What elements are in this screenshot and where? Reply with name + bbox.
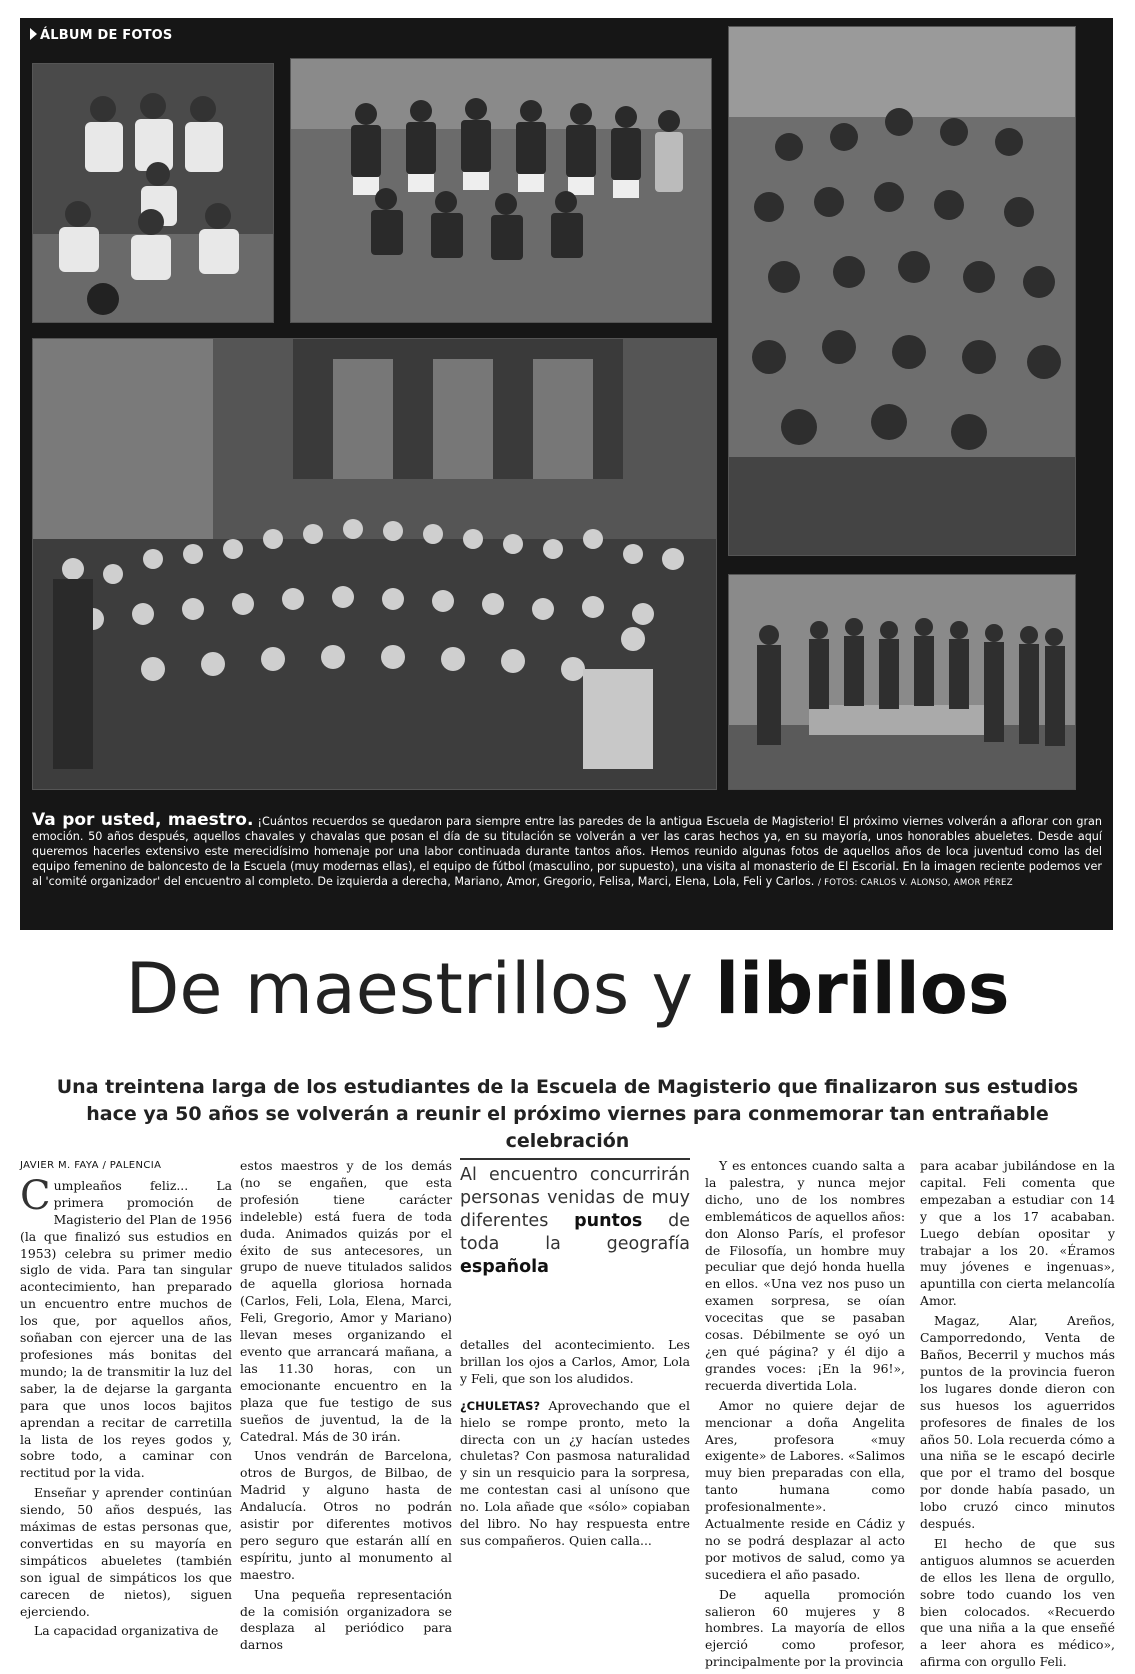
page-headline: De maestrillos y librillos [125, 948, 1010, 1030]
article-column-1: JAVIER M. FAYA / PALENCIA Cumpleaños feliz... La primera promoción de Magisterio del Plan de 1956 (la que finalizó sus estudios en 1953) celebra su primer medio siglo de vida. Para tan singular acontecimiento, han preparado un encuentro entre muchos de los que, por aquellos años, soñaban con ejercer una de las profesiones más bonitas del mundo; la de transmitir la luz del saber, la de dejarse la garganta para que unos locos bajitos aprendan a recitar de carretilla la lista de los reyes godos y, sobre todo, a caminar con rectitud por la vida. Enseñar y aprender continúan siendo, 50 años después, las máximas de estas personas que, convertidas en su mayoría en simpáticos abueletes (también son igual de simpáticos los que carecen de nietos), siguen ejerciendo. La capacidad organizativa de [20, 1160, 232, 1639]
drop-cap: C [20, 1172, 51, 1219]
photo-football-team [290, 58, 712, 323]
album-caption [32, 810, 1102, 891]
photo-organizing-committee [728, 574, 1076, 790]
article-column-3: Al encuentro concurrirán personas venidas de muy diferentes puntos de toda la geografía española detalles del acontecimiento. Les brillan los ojos a Carlos, Amor, Lola y Feli, que son los aludidos. ¿CHULETAS? Aprovechando que el hielo se rompe pronto, meto la directa con un ¿y hacían ustedes chuletas? Con pasmosa naturalidad y sin un resquicio para la sorpresa, me contestan casi al unísono que no. Lola añade que «sólo» copiaban del libro. No hay respuesta entre sus compañeros. Quien calla... [460, 1158, 690, 1553]
caption-title: Va por usted, maestro. [32, 810, 254, 830]
byline: JAVIER M. FAYA / PALENCIA [20, 1160, 162, 1171]
photo-credit: / FOTOS: CARLOS V. ALONSO, AMOR PÉREZ [817, 878, 1013, 888]
article-column-4: Y es entonces cuando salta a la palestra, y nunca mejor dicho, uno de los nombres emblemáticos de aquellos años: don Alonso París, el profesor de Filosofía, un hombre muy peculiar que dejó honda huella en ellos. «Una vez nos puso un examen sorpresa, se oían vocecitas que se pasaban cosas. Débilmente se oyó un ¿en qué página? y él dijo a grandes voces: ¡En la 96!», recuerda divertida Lola. Amor no quiere dejar de mencionar a doña Angelita Ares, profesora «muy exigente» de Labores. «Salimos muy bien preparadas con ella, tanto humana como profesionalmente». Actualmente reside en Cádiz y no se podrá desplazar al acto por motivos de salud, como ya sucediera el año pasado. De aquella promoción salieron 60 mujeres y 8 hombres. La mayoría de ellos ejerció como profesor, principalmente por la provincia [705, 1158, 906, 1670]
photo-album-panel [20, 18, 1113, 930]
arrow-icon [30, 28, 37, 40]
article-column-5: para acabar jubilándose en la capital. Feli comenta que empezaban a estudiar con 14 y que a los 17 acababan. Luego debían opositar y trabajar a los 20. «Éramos muy jóvenes e ingenuas», apuntilla con cierta melancolía Amor. Magaz, Alar, Areños, Camporredondo, Venta de Baños, Becerril y muchos más puntos de la provincia fueron los lugares donde dieron con sus huesos los aguerridos profesores de finales de los años 50. Lola recuerda cómo a una niña se le escapó decirle que por el tramo del bosque por donde había pasado, un lobo cruzó cinco minutos después. El hecho de que sus antiguos alumnos se acuerden de ellos les llena de orgullo, sobre todo cuando los ven bien colocados. «Recuerdo que una niña a la que enseñé a leer ahora es médico», afirma con orgullo Feli. [920, 1158, 1115, 1670]
caption-body: ¡Cuántos recuerdos se quedaron para siempre entre las paredes de la antigua Escuela de Magisterio! El próximo viernes volverán a aflorar con gran emoción. 50 años después, aquellos chavales y chavalas que posan el día de su titulación se volverán a ver las caras hechos ya, en su mayoría, unos honorables abueletes. Desde aquí queremos hacerles extensivo este merecidísimo homenaje por una labor continuada durante tantos años. Hemos reunido algunas fotos de aquellos años de loca juventud como las del equipo femenino de baloncesto de la Escuela (muy modernas ellas), el equipo de fútbol (masculino, por supuesto), una visita al monasterio de El Escorial. En la imagen reciente podemos ver al 'comité organizador' del encuentro al completo. De izquierda a derecha, Mariano, Amor, Gregorio, Felisa, Marci, Elena, Lola, Feli y Carlos. [32, 815, 1102, 888]
pull-quote: Al encuentro concurrirán personas venidas de muy diferentes puntos de toda la geografía española [460, 1158, 690, 1279]
article-column-2: estos maestros y de los demás (no se engañen, que esta profesión tiene carácter indeleble) está fuera de toda duda. Animados quizás por el éxito de sus antecesores, un grupo de nueve titulados salidos de aquella gloriosa hornada (Carlos, Feli, Lola, Elena, Marci, Feli, Gregorio, Amor y Mariano) llevan meses organizando el evento que arrancará mañana, a las 11.30 horas, con un emocionante encuentro en la plaza que fue testigo de sus sueños de juventud, la de la Catedral. Más de 30 irán. Unos vendrán de Barcelona, otros de Burgos, de Bilbao, de Madrid y alguno hasta de Andalucía. Otros no podrán asistir por diferentes motivos pero seguro que estarán allí en espíritu, junto al monumento al maestro. Una pequeña representación de la comisión organizadora se desplaza al periódico para darnos [240, 1158, 452, 1653]
album-section-label: ÁLBUM DE FOTOS [30, 28, 172, 43]
article-subtitle: Una treintena larga de los estudiantes de la Escuela de Magisterio que finalizaron sus estudios hace ya 50 años se volverán a reunir el próximo viernes para conmemorar tan entrañable celebración [56, 1076, 1079, 1152]
section-subhead: ¿CHULETAS? [460, 1398, 541, 1413]
photo-graduation-group [32, 338, 717, 790]
photo-escorial-group [728, 26, 1076, 556]
photo-basketball-team [32, 63, 274, 323]
